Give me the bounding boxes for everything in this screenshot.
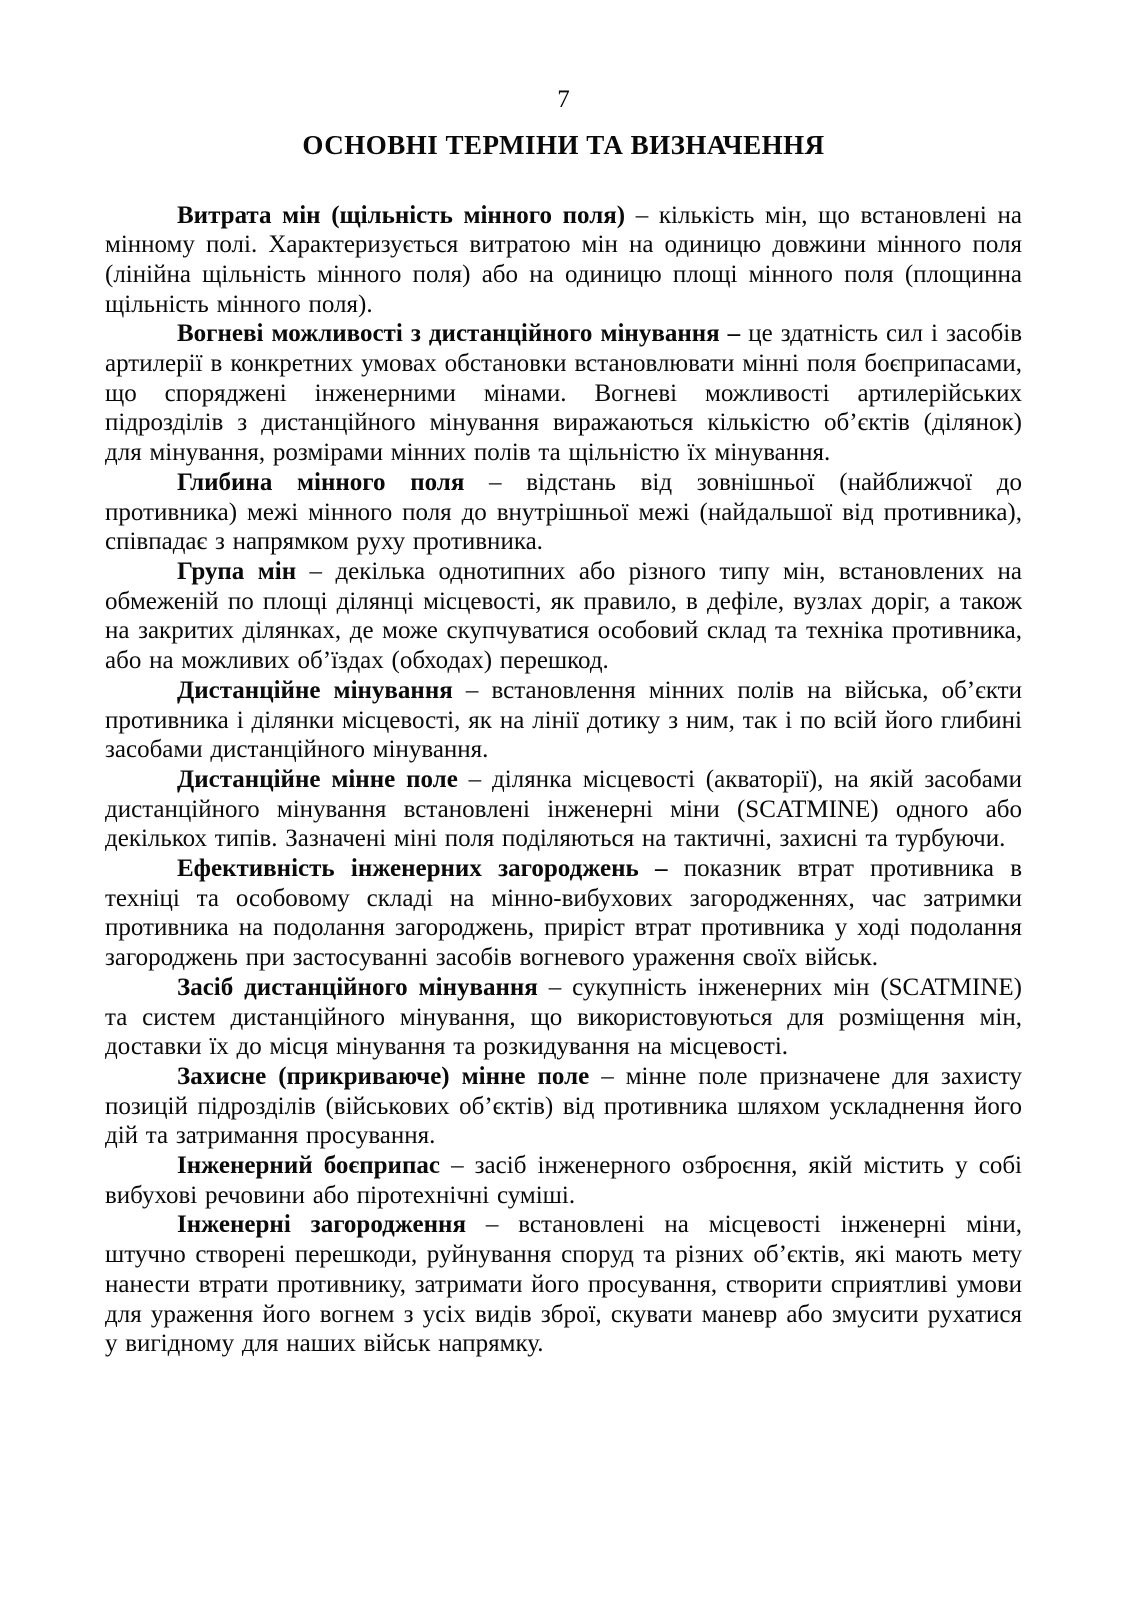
- definition-term: Глибина мінного поля: [177, 468, 465, 496]
- definition-term: Група мін: [177, 557, 297, 585]
- definition-term: Дистанційне мінне поле: [177, 765, 458, 793]
- definition-body: – кількість мін, що встановлені на мінному полі. Характеризується витратою мін на одиницю довжини мінного поля (лінійна щільність мінного поля) або на одиницю площі мінного поля (площинна щільність мінного поля).: [105, 201, 1022, 318]
- definitions-section: [105, 201, 1022, 1359]
- definition-body: – ділянка місцевості (акваторії), на якій засобами дистанційного мінування встановлені інженерні міни (SCATMINE) одного або декількох типів. Зазначені міні поля поділяються на тактичні, захисні та турбуючи.: [105, 765, 1022, 853]
- definition-paragraph: [105, 201, 1022, 320]
- definition-paragraph: [105, 1062, 1022, 1151]
- definition-paragraph: [105, 765, 1022, 854]
- page-title: ОСНОВНІ ТЕРМІНИ ТА ВИЗНАЧЕННЯ: [302, 129, 825, 160]
- definition-paragraph: [105, 676, 1022, 765]
- definition-term: Дистанційне мінування: [177, 676, 453, 704]
- definition-paragraph: [105, 1151, 1022, 1210]
- definition-body: – відстань від зовнішньої (найближчої до противника) межі мінного поля до внутрішньої межі (найдальшої від противника), співпадає з напрямком руху противника.: [105, 468, 1023, 556]
- definition-body: – встановлення мінних полів на війська, об’єкти противника і ділянки місцевості, як на лінії дотику з ним, так і по всій його глибині засобами дистанційного мінування.: [105, 676, 1022, 764]
- definition-term: Захисне (прикриваюче) мінне поле: [177, 1062, 590, 1090]
- definition-term: Вогневі можливості з дистанційного мінування –: [177, 320, 741, 348]
- definition-term: Витрата мін (щільність мінного поля): [177, 201, 626, 229]
- definition-term: Ефективність інженерних загороджень –: [177, 855, 668, 883]
- definition-body: – сукупність інженерних мін (SCATMINE) та систем дистанційного мінування, що використовуються для розміщення мін, доставки їх до місця мінування та розкидування на місцевості.: [105, 973, 1022, 1061]
- definition-paragraph: [105, 468, 1022, 557]
- definition-term: Засіб дистанційного мінування: [177, 973, 538, 1001]
- definition-body: – мінне поле призначене для захисту позицій підрозділів (військових об’єктів) від противника шляхом ускладнення його дій та затримання просування.: [105, 1062, 1022, 1150]
- definition-body: – встановлені на місцевості інженерні міни, штучно створені перешкоди, руйнування споруд та різних об’єктів, які мають мету нанести втрати противнику, затримати його просування, створити сприятливі умови для ураження його вогнем з усіх видів зброї, скувати маневр або змусити рухатися у вигідному для наших військ напрямку.: [105, 1211, 1022, 1358]
- definition-paragraph: [105, 973, 1022, 1062]
- definition-body: це здатність сил і засобів артилерії в конкретних умовах обстановки встановлювати мінні поля боєприпасами, що споряджені інженерними мінами. Вогневі можливості артилерійських підрозділів з дистанційного мінування виражаються кількістю об’єктів (ділянок) для мінування, розмірами мінних полів та щільністю їх мінування.: [105, 320, 1022, 467]
- definition-paragraph: [105, 854, 1022, 973]
- definition-paragraph: [105, 319, 1022, 468]
- definition-paragraph: [105, 557, 1022, 676]
- definition-body: – декілька однотипних або різного типу мін, встановлених на обмеженій по площі ділянці місцевості, як правило, в дефіле, вузлах доріг, а також на закритих ділянках, де може скупчуватися особовий склад та техніка противника, або на можливих об’їздах (обходах) перешкод.: [105, 557, 1022, 675]
- definition-term: Інженерний боєприпас: [177, 1152, 440, 1180]
- definition-body: – засіб інженерного озброєння, якій містить у собі вибухові речовини або піротехнічні суміші.: [105, 1152, 1022, 1209]
- definition-term: Інженерні загородження: [177, 1211, 466, 1239]
- definition-body: показник втрат противника в техніці та особовому складі на мінно-вибухових загородженнях, час затримки противника на подолання загороджень, приріст втрат противника у ході подолання загороджень при застосуванні засобів вогневого ураження своїх військ.: [105, 855, 1022, 972]
- definition-paragraph: [105, 1210, 1022, 1359]
- page-number: 7: [557, 86, 570, 113]
